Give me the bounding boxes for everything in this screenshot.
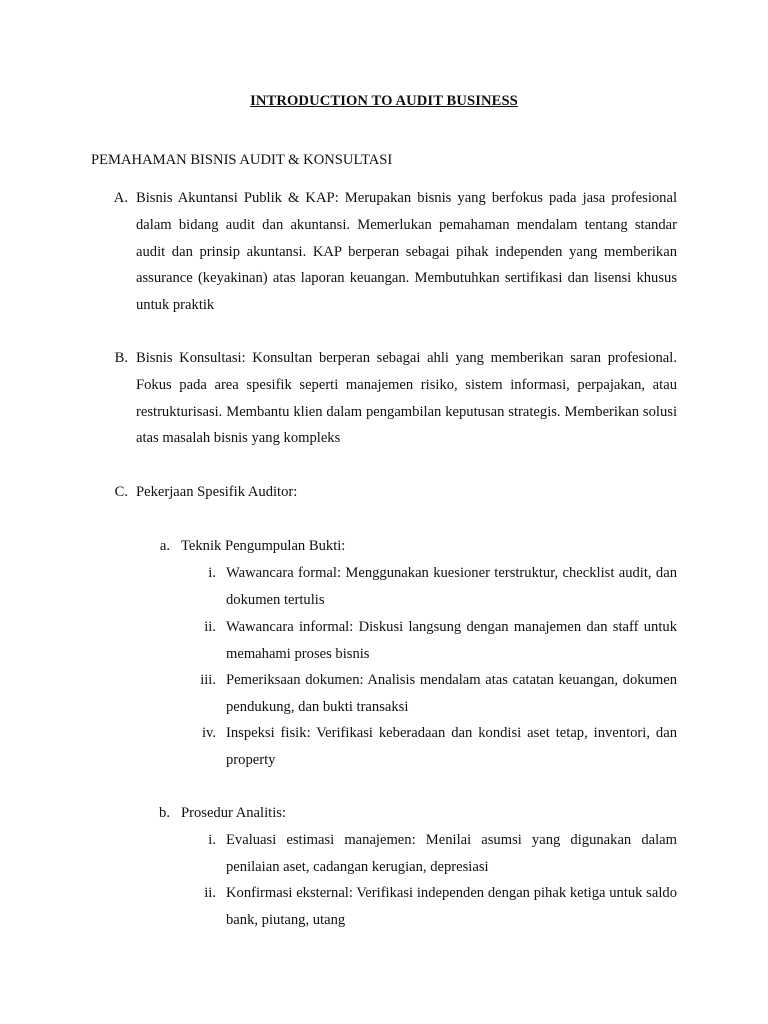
list-marker-c: C. — [114, 484, 128, 500]
point-text: Wawancara informal: Diskusi langsung dengan manajemen dan staff untuk memahami proses bisnis — [226, 619, 677, 662]
point-text: Evaluasi estimasi manajemen: Menilai asumsi yang digunakan dalam penilaian aset, cadangan kerugian, depresiasi — [226, 832, 677, 875]
list-marker-a: A. — [113, 190, 128, 206]
point-text: Wawancara formal: Menggunakan kuesioner terstruktur, checklist audit, dan dokumen tertulis — [226, 565, 677, 608]
sublist-marker-b: b. — [159, 805, 170, 821]
point-marker-i: i. — [208, 565, 216, 581]
sublist-item-b-text: Prosedur Analitis: — [181, 805, 286, 821]
list-item-b-text: Bisnis Konsultasi: Konsultan berperan sebagai ahli yang memberikan saran profesional. Fokus pada area spesifik seperti manajemen risiko, sistem informasi, perpajakan, atau restrukturisasi. Membantu klien dalam pengambilan keputusan strategis. Memberikan solusi atas masalah bisnis yang kompleks — [136, 350, 677, 447]
sublist-marker-a: a. — [159, 538, 170, 554]
point-marker-iii: iii. — [200, 672, 216, 688]
document-title: INTRODUCTION TO AUDIT BUSINESS — [250, 93, 518, 109]
list-marker-b: B. — [114, 350, 128, 366]
point-marker-iv: iv. — [201, 725, 216, 741]
list-item-c-text: Pekerjaan Spesifik Auditor: — [136, 484, 298, 500]
point-text: Inspeksi fisik: Verifikasi keberadaan dan kondisi aset tetap, inventori, dan property — [226, 725, 677, 768]
list-item-a-text: Bisnis Akuntansi Publik & KAP: Merupakan bisnis yang berfokus pada jasa profesional dalam bidang audit dan akuntansi. Memerlukan pemahaman mendalam tentang standar audit dan prinsip akuntansi. KAP berperan sebagai pihak independen yang memberikan assurance (keyakinan) atas laporan keuangan. Membutuhkan sertifikasi dan lisensi khusus untuk praktik — [136, 190, 677, 314]
section-heading: PEMAHAMAN BISNIS AUDIT & KONSULTASI — [91, 152, 393, 168]
point-marker-ii: ii. — [204, 885, 216, 901]
point-text: Pemeriksaan dokumen: Analisis mendalam atas catatan keuangan, dokumen pendukung, dan bukti transaksi — [226, 672, 677, 715]
point-marker-i: i. — [208, 832, 216, 848]
point-marker-ii: ii. — [204, 619, 216, 635]
point-text: Konfirmasi eksternal: Verifikasi independen dengan pihak ketiga untuk saldo bank, piutang, utang — [226, 885, 677, 928]
sublist-item-a-text: Teknik Pengumpulan Bukti: — [181, 538, 346, 554]
